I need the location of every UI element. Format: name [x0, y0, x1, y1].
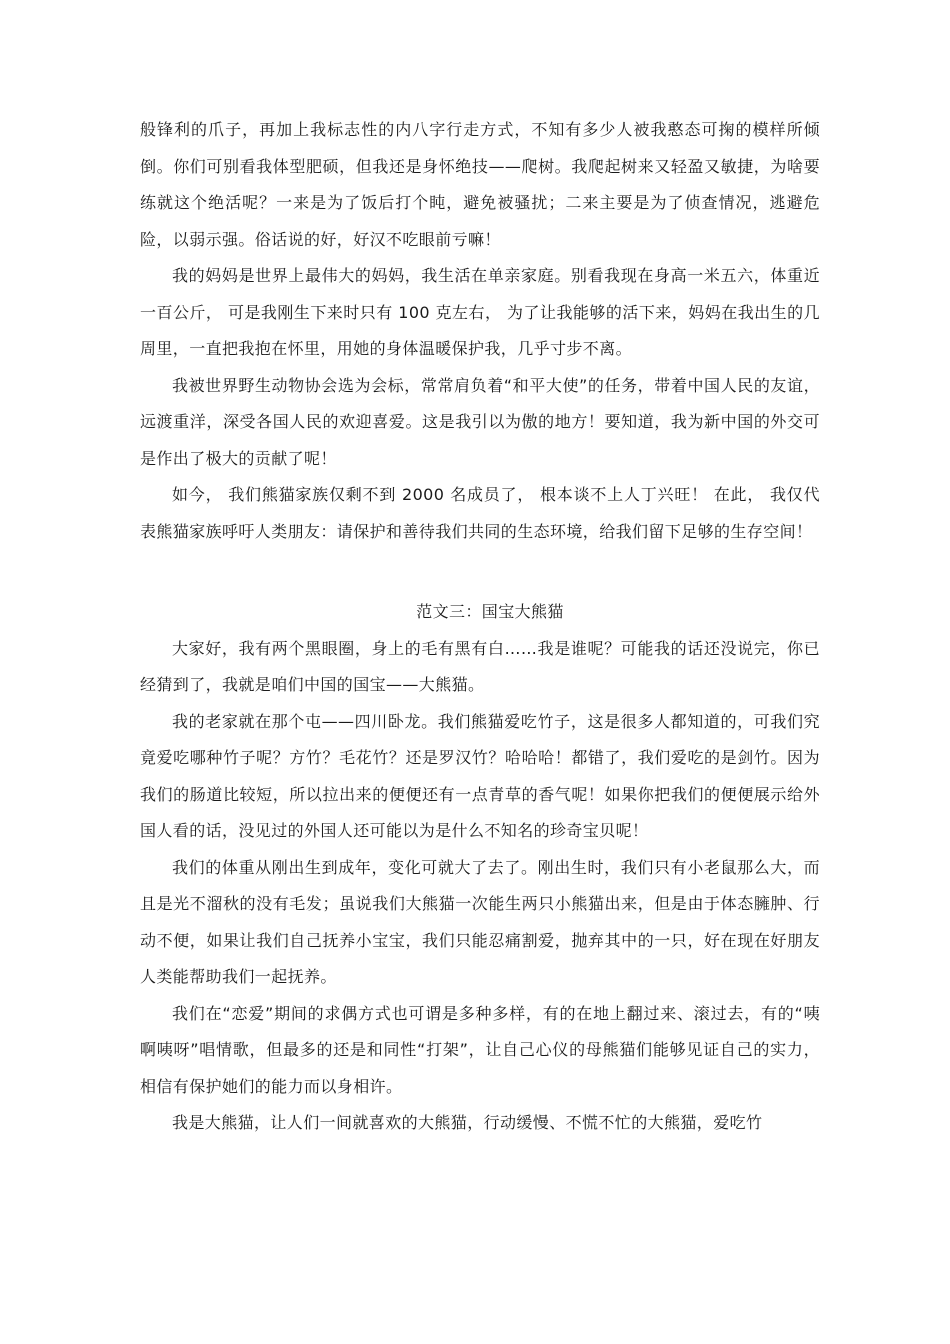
- paragraph-panda-mother: 我的妈妈是世界上最伟大的妈妈，我生活在单亲家庭。别看我现在身高一米五六，体重近一百公斤， 可是我刚生下来时只有 100 克左右， 为了让我能够的活下来，妈妈在我出生的几周里，一直把我抱在怀里，用她的身体温暖保护我，几乎寸步不离。: [140, 266, 820, 358]
- paragraph-hometown-bamboo: 我的老家就在那个屯——四川卧龙。我们熊猫爱吃竹子，这是很多人都知道的，可我们究竟爱吃哪种竹子呢？方竹？毛花竹？还是罗汉竹？哈哈哈！都错了，我们爱吃的是剑竹。因为我们的肠道比较短，所以拉出来的便便还有一点青草的香气呢！如果你把我们的便便展示给外国人看的话，没见过的外国人还可能以为是什么不知名的珍奇宝贝呢！: [140, 711, 820, 840]
- paragraph-peace-ambassador: 我被世界野生动物协会选为会标，常常肩负着“和平大使”的任务，带着中国人民的友谊，远渡重洋，深受各国人民的欢迎喜爱。这是我引以为傲的地方！要知道，我为新中国的外交可是作出了极大的贡献了呢！: [140, 375, 820, 468]
- paragraph-introduction: 大家好，我有两个黑眼圈，身上的毛有黑有白……我是谁呢？可能我的话还没说完，你已经猜到了，我就是咱们中国的国宝——大熊猫。: [140, 638, 820, 694]
- paragraph-courtship: 我们在“恋爱”期间的求偶方式也可谓是多种多样，有的在地上翻过来、滚过去，有的“咦啊咦呀”唱情歌，但最多的还是和同性“打架”，让自己心仪的母熊猫们能够见证自己的实力，相信有保护她们的能力而以身相许。: [140, 1003, 820, 1096]
- section-title: 范文三：国宝大熊猫: [416, 602, 564, 621]
- paragraph-growth: 我们的体重从刚出生到成年，变化可就大了去了。刚出生时，我们只有小老鼠那么大，而且是光不溜秋的没有毛发；虽说我们大熊猫一次能生两只小熊猫出来，但是由于体态臃肿、行动不便，如果让我们自己抚养小宝宝，我们只能忍痛割爱，抛弃其中的一只，好在现在好朋友人类能帮助我们一起抚养。: [140, 857, 820, 986]
- paragraph-panda-claws: 般锋利的爪子，再加上我标志性的内八字行走方式，不知有多少人被我憨态可掬的模样所倾倒。你们可别看我体型肥硕，但我还是身怀绝技——爬树。我爬起树来又轻盈又敏捷，为啥要练就这个绝活呢？一来是为了饭后打个盹，避免被骚扰；二来主要是为了侦查情况，逃避危险，以弱示强。俗话说的好，好汉不吃眼前亏嘛！: [140, 120, 820, 249]
- paragraph-closing: 我是大熊猫，让人们一间就喜欢的大熊猫，行动缓慢、不慌不忙的大熊猫，爱吃竹: [172, 1113, 763, 1132]
- document-body: [140, 112, 820, 1142]
- section-spacer: [140, 550, 820, 594]
- paragraph-appeal: 如今， 我们熊猫家族仅剩不到 2000 名成员了， 根本谈不上人丁兴旺！ 在此， 我仅代表熊猫家族呼吁人类朋友：请保护和善待我们共同的生态环境，给我们留下足够的生存空间！: [140, 485, 820, 541]
